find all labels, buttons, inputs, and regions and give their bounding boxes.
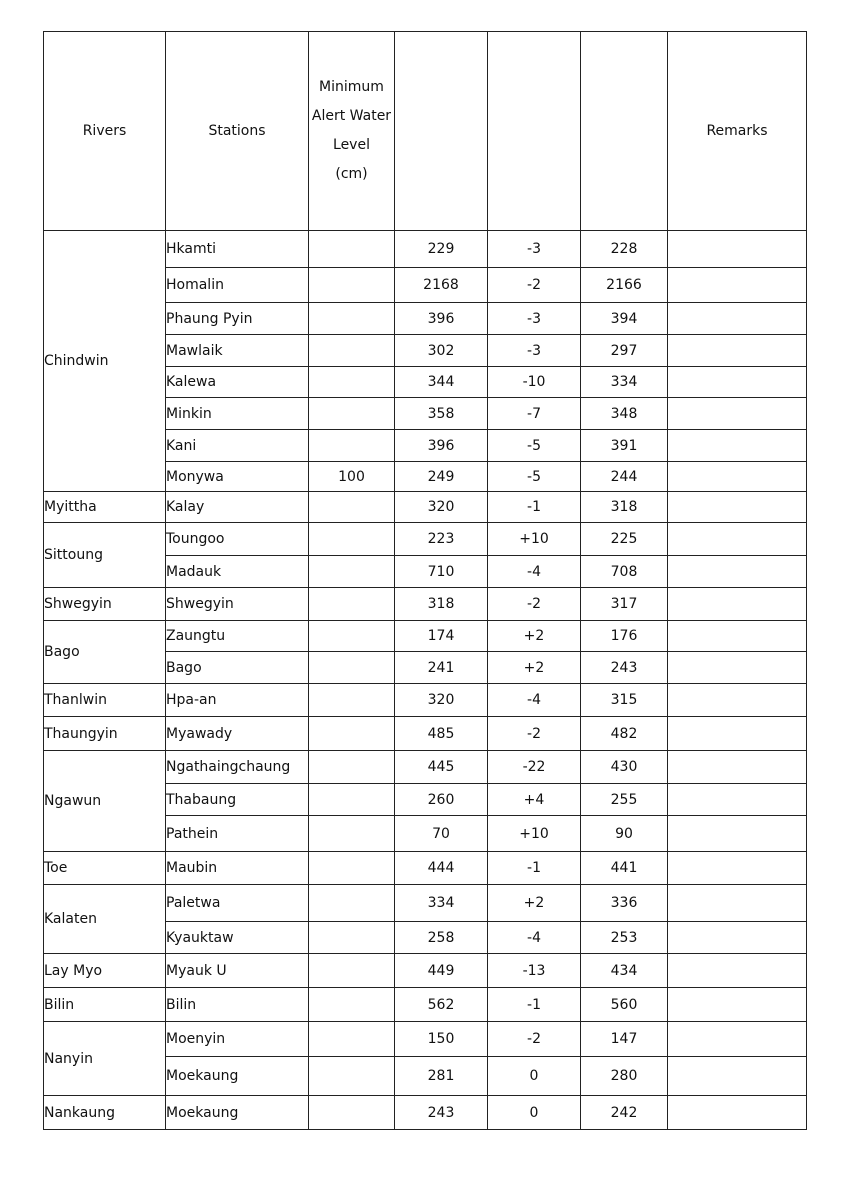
station-cell: Ngathaingchaung (166, 751, 309, 784)
level-cell: 396 (395, 430, 488, 462)
min-alert-cell (309, 1022, 395, 1057)
min-alert-cell (309, 621, 395, 652)
today-level-cell: 394 (581, 303, 668, 335)
station-cell: Toungoo (166, 523, 309, 556)
level-cell: 70 (395, 816, 488, 852)
level-cell: 710 (395, 556, 488, 588)
station-cell: Mawlaik (166, 335, 309, 367)
header-min-alert-line: (cm) (335, 166, 368, 182)
river-cell: Bilin (44, 988, 166, 1022)
min-alert-cell (309, 652, 395, 684)
station-cell: Kani (166, 430, 309, 462)
min-alert-cell (309, 1057, 395, 1096)
remarks-cell (668, 231, 807, 268)
level-cell: 229 (395, 231, 488, 268)
level-cell: 150 (395, 1022, 488, 1057)
remarks-cell (668, 684, 807, 717)
remarks-cell (668, 268, 807, 303)
min-alert-cell (309, 231, 395, 268)
change-cell: -5 (488, 462, 581, 492)
level-cell: 302 (395, 335, 488, 367)
remarks-cell (668, 816, 807, 852)
today-level-cell: 225 (581, 523, 668, 556)
header-min-alert-line: Level (333, 137, 370, 153)
table-row (44, 588, 807, 621)
river-cell: Shwegyin (44, 588, 166, 621)
today-level-cell: 297 (581, 335, 668, 367)
remarks-cell (668, 885, 807, 922)
level-cell: 445 (395, 751, 488, 784)
today-level-cell: 348 (581, 398, 668, 430)
station-cell: Paletwa (166, 885, 309, 922)
change-cell: +4 (488, 784, 581, 816)
min-alert-cell (309, 988, 395, 1022)
today-level-cell: 482 (581, 717, 668, 751)
station-cell: Monywa (166, 462, 309, 492)
level-cell: 444 (395, 852, 488, 885)
header-col6 (581, 32, 668, 231)
today-level-cell: 318 (581, 492, 668, 523)
change-cell: -3 (488, 231, 581, 268)
change-cell: -10 (488, 367, 581, 398)
header-min-alert-line: Minimum (319, 79, 384, 95)
today-level-cell: 391 (581, 430, 668, 462)
level-cell: 281 (395, 1057, 488, 1096)
table-row (44, 988, 807, 1022)
level-cell: 258 (395, 922, 488, 954)
today-level-cell: 434 (581, 954, 668, 988)
change-cell: -1 (488, 492, 581, 523)
level-cell: 562 (395, 988, 488, 1022)
change-cell: -2 (488, 268, 581, 303)
level-cell: 223 (395, 523, 488, 556)
today-level-cell: 315 (581, 684, 668, 717)
river-cell: Thanlwin (44, 684, 166, 717)
today-level-cell: 441 (581, 852, 668, 885)
level-cell: 318 (395, 588, 488, 621)
level-cell: 174 (395, 621, 488, 652)
table-body (44, 231, 807, 1130)
station-cell: Myauk U (166, 954, 309, 988)
remarks-cell (668, 1022, 807, 1057)
min-alert-cell (309, 430, 395, 462)
change-cell: +10 (488, 816, 581, 852)
remarks-cell (668, 335, 807, 367)
remarks-cell (668, 954, 807, 988)
header-col4 (395, 32, 488, 231)
river-cell: Bago (44, 621, 166, 684)
water-level-table (43, 31, 807, 1130)
river-cell: Myittha (44, 492, 166, 523)
today-level-cell: 430 (581, 751, 668, 784)
remarks-cell (668, 492, 807, 523)
table-row (44, 492, 807, 523)
header-min-alert-line: Alert Water (311, 108, 392, 124)
level-cell: 449 (395, 954, 488, 988)
remarks-cell (668, 556, 807, 588)
remarks-cell (668, 398, 807, 430)
river-cell: Nankaung (44, 1096, 166, 1130)
min-alert-cell (309, 303, 395, 335)
remarks-cell (668, 1096, 807, 1130)
river-cell: Nanyin (44, 1022, 166, 1096)
header-min-alert-level (309, 32, 395, 231)
table-row (44, 852, 807, 885)
remarks-cell (668, 303, 807, 335)
station-cell: Thabaung (166, 784, 309, 816)
min-alert-cell (309, 852, 395, 885)
header-rivers: Rivers (44, 32, 166, 231)
today-level-cell: 176 (581, 621, 668, 652)
min-alert-cell (309, 885, 395, 922)
today-level-cell: 334 (581, 367, 668, 398)
remarks-cell (668, 988, 807, 1022)
change-cell: -13 (488, 954, 581, 988)
station-cell: Kyauktaw (166, 922, 309, 954)
table-row (44, 1022, 807, 1057)
today-level-cell: 244 (581, 462, 668, 492)
today-level-cell: 708 (581, 556, 668, 588)
change-cell: +2 (488, 652, 581, 684)
remarks-cell (668, 1057, 807, 1096)
today-level-cell: 280 (581, 1057, 668, 1096)
today-level-cell: 228 (581, 231, 668, 268)
change-cell: -2 (488, 717, 581, 751)
level-cell: 2168 (395, 268, 488, 303)
change-cell: -2 (488, 1022, 581, 1057)
remarks-cell (668, 784, 807, 816)
station-cell: Moenyin (166, 1022, 309, 1057)
station-cell: Moekaung (166, 1096, 309, 1130)
river-cell: Ngawun (44, 751, 166, 852)
min-alert-cell (309, 398, 395, 430)
remarks-cell (668, 621, 807, 652)
level-cell: 243 (395, 1096, 488, 1130)
station-cell: Hkamti (166, 231, 309, 268)
change-cell: -1 (488, 988, 581, 1022)
min-alert-cell (309, 954, 395, 988)
level-cell: 320 (395, 684, 488, 717)
change-cell: -3 (488, 335, 581, 367)
change-cell: -5 (488, 430, 581, 462)
river-cell: Toe (44, 852, 166, 885)
remarks-cell (668, 652, 807, 684)
river-cell: Sittoung (44, 523, 166, 588)
station-cell: Maubin (166, 852, 309, 885)
station-cell: Kalewa (166, 367, 309, 398)
level-cell: 249 (395, 462, 488, 492)
change-cell: -1 (488, 852, 581, 885)
header-col5 (488, 32, 581, 231)
header-remarks: Remarks (668, 32, 807, 231)
min-alert-cell (309, 588, 395, 621)
table-row (44, 954, 807, 988)
today-level-cell: 243 (581, 652, 668, 684)
station-cell: Kalay (166, 492, 309, 523)
min-alert-cell (309, 335, 395, 367)
remarks-cell (668, 430, 807, 462)
river-cell: Lay Myo (44, 954, 166, 988)
level-cell: 396 (395, 303, 488, 335)
change-cell: -7 (488, 398, 581, 430)
header-row (44, 32, 807, 231)
today-level-cell: 2166 (581, 268, 668, 303)
today-level-cell: 255 (581, 784, 668, 816)
min-alert-cell (309, 816, 395, 852)
table-row (44, 621, 807, 652)
change-cell: -4 (488, 556, 581, 588)
min-alert-cell (309, 717, 395, 751)
table-row (44, 684, 807, 717)
station-cell: Bilin (166, 988, 309, 1022)
table-row (44, 717, 807, 751)
today-level-cell: 560 (581, 988, 668, 1022)
remarks-cell (668, 367, 807, 398)
level-cell: 320 (395, 492, 488, 523)
river-cell: Thaungyin (44, 717, 166, 751)
min-alert-cell (309, 268, 395, 303)
change-cell: +2 (488, 621, 581, 652)
today-level-cell: 90 (581, 816, 668, 852)
change-cell: 0 (488, 1096, 581, 1130)
min-alert-cell (309, 784, 395, 816)
level-cell: 485 (395, 717, 488, 751)
header-stations: Stations (166, 32, 309, 231)
table-row (44, 231, 807, 268)
table-row (44, 885, 807, 922)
remarks-cell (668, 462, 807, 492)
station-cell: Pathein (166, 816, 309, 852)
change-cell: -4 (488, 684, 581, 717)
station-cell: Zaungtu (166, 621, 309, 652)
remarks-cell (668, 523, 807, 556)
min-alert-cell (309, 922, 395, 954)
today-level-cell: 336 (581, 885, 668, 922)
change-cell: -3 (488, 303, 581, 335)
change-cell: 0 (488, 1057, 581, 1096)
today-level-cell: 147 (581, 1022, 668, 1057)
station-cell: Madauk (166, 556, 309, 588)
table-row (44, 523, 807, 556)
min-alert-cell (309, 367, 395, 398)
change-cell: -2 (488, 588, 581, 621)
remarks-cell (668, 852, 807, 885)
level-cell: 344 (395, 367, 488, 398)
station-cell: Minkin (166, 398, 309, 430)
river-cell: Chindwin (44, 231, 166, 492)
change-cell: -4 (488, 922, 581, 954)
remarks-cell (668, 922, 807, 954)
change-cell: +2 (488, 885, 581, 922)
today-level-cell: 317 (581, 588, 668, 621)
table-row (44, 751, 807, 784)
min-alert-cell (309, 492, 395, 523)
level-cell: 358 (395, 398, 488, 430)
min-alert-cell (309, 556, 395, 588)
remarks-cell (668, 717, 807, 751)
min-alert-cell (309, 1096, 395, 1130)
min-alert-cell (309, 751, 395, 784)
level-cell: 334 (395, 885, 488, 922)
change-cell: -22 (488, 751, 581, 784)
today-level-cell: 242 (581, 1096, 668, 1130)
remarks-cell (668, 751, 807, 784)
today-level-cell: 253 (581, 922, 668, 954)
station-cell: Homalin (166, 268, 309, 303)
station-cell: Shwegyin (166, 588, 309, 621)
station-cell: Phaung Pyin (166, 303, 309, 335)
station-cell: Moekaung (166, 1057, 309, 1096)
level-cell: 260 (395, 784, 488, 816)
river-cell: Kalaten (44, 885, 166, 954)
station-cell: Hpa-an (166, 684, 309, 717)
change-cell: +10 (488, 523, 581, 556)
table-row (44, 1096, 807, 1130)
remarks-cell (668, 588, 807, 621)
station-cell: Bago (166, 652, 309, 684)
min-alert-cell (309, 684, 395, 717)
min-alert-cell: 100 (309, 462, 395, 492)
station-cell: Myawady (166, 717, 309, 751)
level-cell: 241 (395, 652, 488, 684)
min-alert-cell (309, 523, 395, 556)
